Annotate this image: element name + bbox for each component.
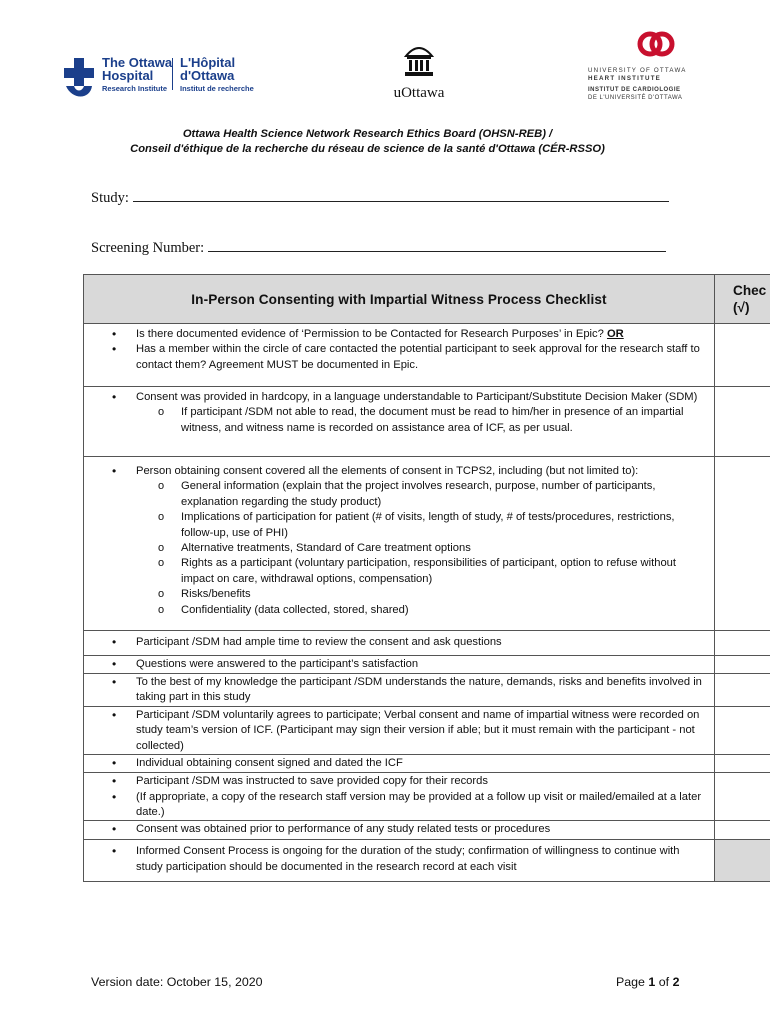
bullet-item: • To the best of my knowledge the participant /SDM understands the nature, demands, risks and benefits involved in taking part in this study [84, 675, 714, 706]
study-input-line[interactable] [133, 188, 669, 202]
checklist-row [84, 821, 770, 840]
or-text: OR [606, 328, 624, 340]
bullet-item: • Individual obtaining consent signed and dated the ICF [84, 756, 714, 771]
checklist-item [84, 674, 715, 707]
check-cell[interactable] [715, 631, 770, 656]
sub-item: o Confidentiality (data collected, stored, shared) [136, 603, 706, 618]
check-cell-disabled [715, 840, 770, 882]
page-number [616, 975, 679, 989]
heart-institute-mark-icon [636, 30, 676, 58]
sub-item: o Alternative treatments, Standard of Care treatment options [136, 541, 706, 556]
checklist-item [84, 324, 715, 387]
bullet-item: • Participant /SDM had ample time to review the consent and ask questions [84, 635, 714, 650]
page-current: 1 [648, 975, 656, 989]
checklist-item [84, 656, 715, 674]
check-column-header [715, 275, 770, 324]
sub-item: o General information (explain that the project involves research, purpose, number of participants, explanation regarding the study product) [136, 479, 706, 510]
bullet-item: • Informed Consent Process is ongoing for the duration of the study; confirmation of willingness to continue with study participation should be documented in the research record at each visit [84, 844, 714, 875]
sub-item: o Implications of participation for patient (# of visits, length of study, # of tests/procedures, restrictions, follow-up, use of PHI) [136, 510, 706, 541]
ottawa-hospital-logo-fr [180, 56, 254, 93]
check-cell[interactable] [715, 674, 770, 707]
reb-header-line: Conseil d'éthique de la recherche du réseau de science de la santé d'Ottawa (CÉR-RSSO) [130, 143, 605, 155]
checklist-item [84, 387, 715, 457]
checklist-item [84, 821, 715, 840]
checklist-row [84, 773, 770, 821]
checklist-item [84, 631, 715, 656]
check-header-text: Chec [733, 283, 767, 298]
bullet-item: • Participant /SDM voluntarily agrees to participate; Verbal consent and name of impartial witness were recorded on study team’s version of ICF. (Participant may sign their version if able; but it must remain with the participant - not collected) [84, 708, 714, 754]
checklist-title: In-Person Consenting with Impartial Witness Process Checklist [84, 275, 715, 324]
checklist-row [84, 755, 770, 773]
screening-input-line[interactable] [208, 238, 666, 252]
checklist-row [84, 324, 770, 387]
checklist-item [84, 840, 715, 882]
sub-item: o Risks/benefits [136, 587, 706, 602]
bullet-item: • Participant /SDM was instructed to save provided copy for their records [84, 774, 714, 789]
logo-text: L'Hôpital [180, 55, 236, 70]
checklist-row [84, 840, 770, 882]
sub-item: o If participant /SDM not able to read, the document must be read to him/her in presence of an impartial witness, and witness name is recorded on assistance area of ICF, as per usual. [136, 405, 714, 436]
checklist-row [84, 656, 770, 674]
uottawa-logo [385, 42, 453, 102]
checklist-item [84, 707, 715, 755]
check-cell[interactable] [715, 773, 770, 821]
checklist-item [84, 773, 715, 821]
logo-text: Hospital [102, 68, 154, 83]
checklist-table [83, 274, 770, 882]
bullet-item: • Questions were answered to the participant’s satisfaction [84, 657, 714, 672]
sub-item: o Rights as a participant (voluntary participation, responsibilities of participant, option to refuse without impact on care, withdrawal options, compensation) [136, 556, 706, 587]
page-total: 2 [672, 975, 680, 989]
bullet-item: • Has a member within the circle of care contacted the potential participant to seek approval for the research staff to contact them? Agreement MUST be documented in Epic. [84, 342, 714, 373]
logo-text: UNIVERSITY OF OTTAWA [588, 67, 687, 74]
logo-text: INSTITUT DE CARDIOLOGIE [588, 87, 681, 93]
reb-header-line: Ottawa Health Science Network Research Ethics Board (OHSN-REB) / [182, 128, 553, 140]
check-cell[interactable] [715, 457, 770, 631]
heart-institute-fr [588, 87, 698, 102]
ottawa-hospital-logo-mark-icon [62, 56, 96, 100]
bullet-item: • Person obtaining consent covered all the elements of consent in TCPS2, including (but not limited to): [84, 464, 714, 479]
check-cell[interactable] [715, 755, 770, 773]
reb-header [0, 127, 735, 157]
logo-subtext: Institut de recherche [180, 84, 254, 93]
bullet-item: • Consent was obtained prior to performance of any study related tests or procedures [84, 822, 714, 837]
check-cell[interactable] [715, 387, 770, 457]
logo-text: d'Ottawa [180, 68, 235, 83]
checklist-row [84, 707, 770, 755]
checklist-item [84, 457, 715, 631]
check-header-text: (√) [733, 300, 750, 315]
logo-text: HEART INSTITUTE [588, 75, 661, 82]
check-cell[interactable] [715, 821, 770, 840]
checklist-row [84, 457, 770, 631]
uottawa-wordmark: uOttawa [393, 85, 445, 101]
page-prefix: Page [616, 975, 645, 989]
bullet-item: • (If appropriate, a copy of the research staff version may be provided at a follow up visit or mailed/emailed at a later date.) [84, 790, 714, 821]
logo-divider [172, 58, 173, 90]
page-of: of [658, 975, 670, 989]
ottawa-hospital-logo-en [102, 56, 172, 93]
logo-text: The Ottawa [102, 55, 173, 70]
screening-label: Screening Number: [91, 240, 205, 256]
checklist-row [84, 674, 770, 707]
screening-field [91, 238, 666, 257]
checklist-header-row [84, 275, 770, 324]
heart-institute-en [588, 67, 698, 83]
item-text: Is there documented evidence of ‘Permission to be Contacted for Research Purposes’ in Epic? [136, 328, 604, 340]
checklist-row [84, 387, 770, 457]
logo-text: DE L'UNIVERSITÉ D'OTTAWA [588, 94, 683, 101]
checklist-row [84, 631, 770, 656]
checklist-item [84, 755, 715, 773]
version-date: Version date: October 15, 2020 [91, 975, 263, 989]
check-cell[interactable] [715, 324, 770, 387]
bullet-item: • Consent was provided in hardcopy, in a language understandable to Participant/Substitute Decision Maker (SDM) [84, 390, 714, 405]
study-label: Study: [91, 190, 129, 206]
logo-subtext: Research Institute [102, 84, 168, 93]
study-field [91, 188, 669, 207]
bullet-item [84, 327, 714, 342]
uottawa-crest-icon [402, 42, 436, 78]
check-cell[interactable] [715, 656, 770, 674]
heart-institute-logo [588, 30, 698, 102]
check-cell[interactable] [715, 707, 770, 755]
